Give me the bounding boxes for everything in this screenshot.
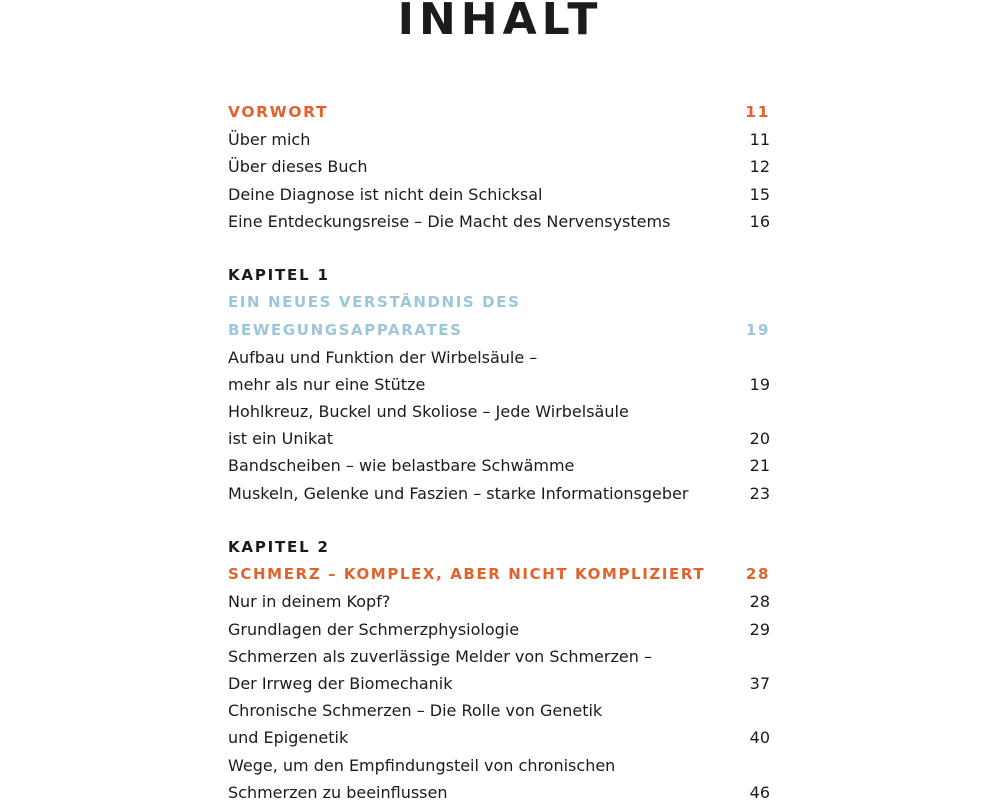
toc-entry[interactable] bbox=[228, 126, 770, 153]
toc-section-title: VORWORT bbox=[228, 103, 329, 121]
toc-page-number: 28 bbox=[749, 592, 770, 612]
toc-entry-text: Aufbau und Funktion der Wirbelsäule – bbox=[228, 347, 538, 367]
chapter-label-text: KAPITEL 2 bbox=[228, 538, 330, 556]
toc-page-number: 21 bbox=[749, 456, 770, 476]
toc-page-number: 20 bbox=[749, 429, 770, 449]
toc-entry[interactable] bbox=[228, 153, 770, 180]
toc-entry[interactable] bbox=[228, 344, 770, 371]
toc-entry[interactable] bbox=[228, 425, 770, 452]
toc-entry-text: mehr als nur eine Stütze bbox=[228, 374, 426, 394]
toc-chapter-label bbox=[228, 534, 770, 561]
chapter-title-text: BEWEGUNGSAPPARATES bbox=[228, 320, 463, 339]
toc-page-number: 23 bbox=[749, 483, 770, 503]
toc-entry[interactable] bbox=[228, 398, 770, 425]
toc-page-number: 11 bbox=[745, 103, 770, 121]
toc-page-number: 19 bbox=[749, 374, 770, 394]
toc-entry[interactable] bbox=[228, 670, 770, 697]
toc-chapter-title-line[interactable] bbox=[228, 561, 770, 588]
toc-page-number: 29 bbox=[749, 619, 770, 639]
toc-entry-text: Über mich bbox=[228, 130, 311, 150]
toc-chapter-title-line[interactable] bbox=[228, 317, 770, 344]
toc-entry-text: Über dieses Buch bbox=[228, 157, 368, 177]
toc-page-number: 37 bbox=[749, 673, 770, 693]
toc-page-number: 15 bbox=[749, 184, 770, 204]
toc-chapter-label bbox=[228, 262, 770, 289]
toc-page-number: 11 bbox=[749, 130, 770, 150]
toc-entry-text: Muskeln, Gelenke und Faszien – starke Informationsgeber bbox=[228, 483, 689, 503]
toc-entry[interactable] bbox=[228, 752, 770, 779]
toc-chapter-title-line[interactable] bbox=[228, 289, 770, 316]
page-title: INHALT bbox=[397, 0, 603, 45]
toc-entry-text: Eine Entdeckungsreise – Die Macht des Nervensystems bbox=[228, 211, 671, 231]
table-of-contents bbox=[228, 99, 770, 800]
toc-page-number: 16 bbox=[749, 211, 770, 231]
toc-entry-text: Wege, um den Empfindungsteil von chronischen bbox=[228, 755, 616, 775]
chapter-title-text: EIN NEUES VERSTÄNDNIS DES bbox=[228, 293, 521, 312]
toc-entry-text: Schmerzen als zuverlässige Melder von Schmerzen – bbox=[228, 646, 652, 666]
toc-entry-text: Hohlkreuz, Buckel und Skoliose – Jede Wirbelsäule bbox=[228, 402, 629, 422]
toc-entry-text: Grundlagen der Schmerzphysiologie bbox=[228, 619, 520, 639]
chapter-label-text: KAPITEL 1 bbox=[228, 266, 330, 285]
toc-entry[interactable] bbox=[228, 452, 770, 479]
toc-page-number: 12 bbox=[749, 157, 770, 177]
toc-page-number: 28 bbox=[745, 565, 770, 584]
toc-entry[interactable] bbox=[228, 371, 770, 398]
toc-entry[interactable] bbox=[228, 480, 770, 507]
toc-entry-text: Schmerzen zu beeinflussen bbox=[228, 782, 448, 800]
section-spacer bbox=[228, 507, 770, 534]
toc-entry[interactable] bbox=[228, 779, 770, 800]
toc-entry[interactable] bbox=[228, 181, 770, 208]
toc-page-number: 40 bbox=[749, 728, 770, 748]
toc-entry[interactable] bbox=[228, 208, 770, 235]
toc-entry[interactable] bbox=[228, 643, 770, 670]
toc-entry[interactable] bbox=[228, 616, 770, 643]
section-spacer bbox=[228, 235, 770, 262]
toc-entry-text: Chronische Schmerzen – Die Rolle von Genetik bbox=[228, 701, 603, 721]
toc-entry-text: Nur in deinem Kopf? bbox=[228, 592, 391, 612]
toc-entry-text: Der Irrweg der Biomechanik bbox=[228, 673, 453, 693]
toc-entry-text: und Epigenetik bbox=[228, 728, 349, 748]
toc-page-number: 19 bbox=[745, 320, 770, 339]
toc-entry[interactable] bbox=[228, 588, 770, 615]
toc-page-number: 46 bbox=[749, 782, 770, 800]
toc-entry[interactable] bbox=[228, 724, 770, 751]
toc-entry-text: ist ein Unikat bbox=[228, 429, 334, 449]
toc-entry-text: Deine Diagnose ist nicht dein Schicksal bbox=[228, 184, 543, 204]
chapter-title-text: SCHMERZ – KOMPLEX, ABER NICHT KOMPLIZIERT bbox=[228, 565, 706, 584]
toc-entry-text: Bandscheiben – wie belastbare Schwämme bbox=[228, 456, 575, 476]
toc-section-vorwort[interactable] bbox=[228, 99, 770, 126]
toc-entry[interactable] bbox=[228, 697, 770, 724]
